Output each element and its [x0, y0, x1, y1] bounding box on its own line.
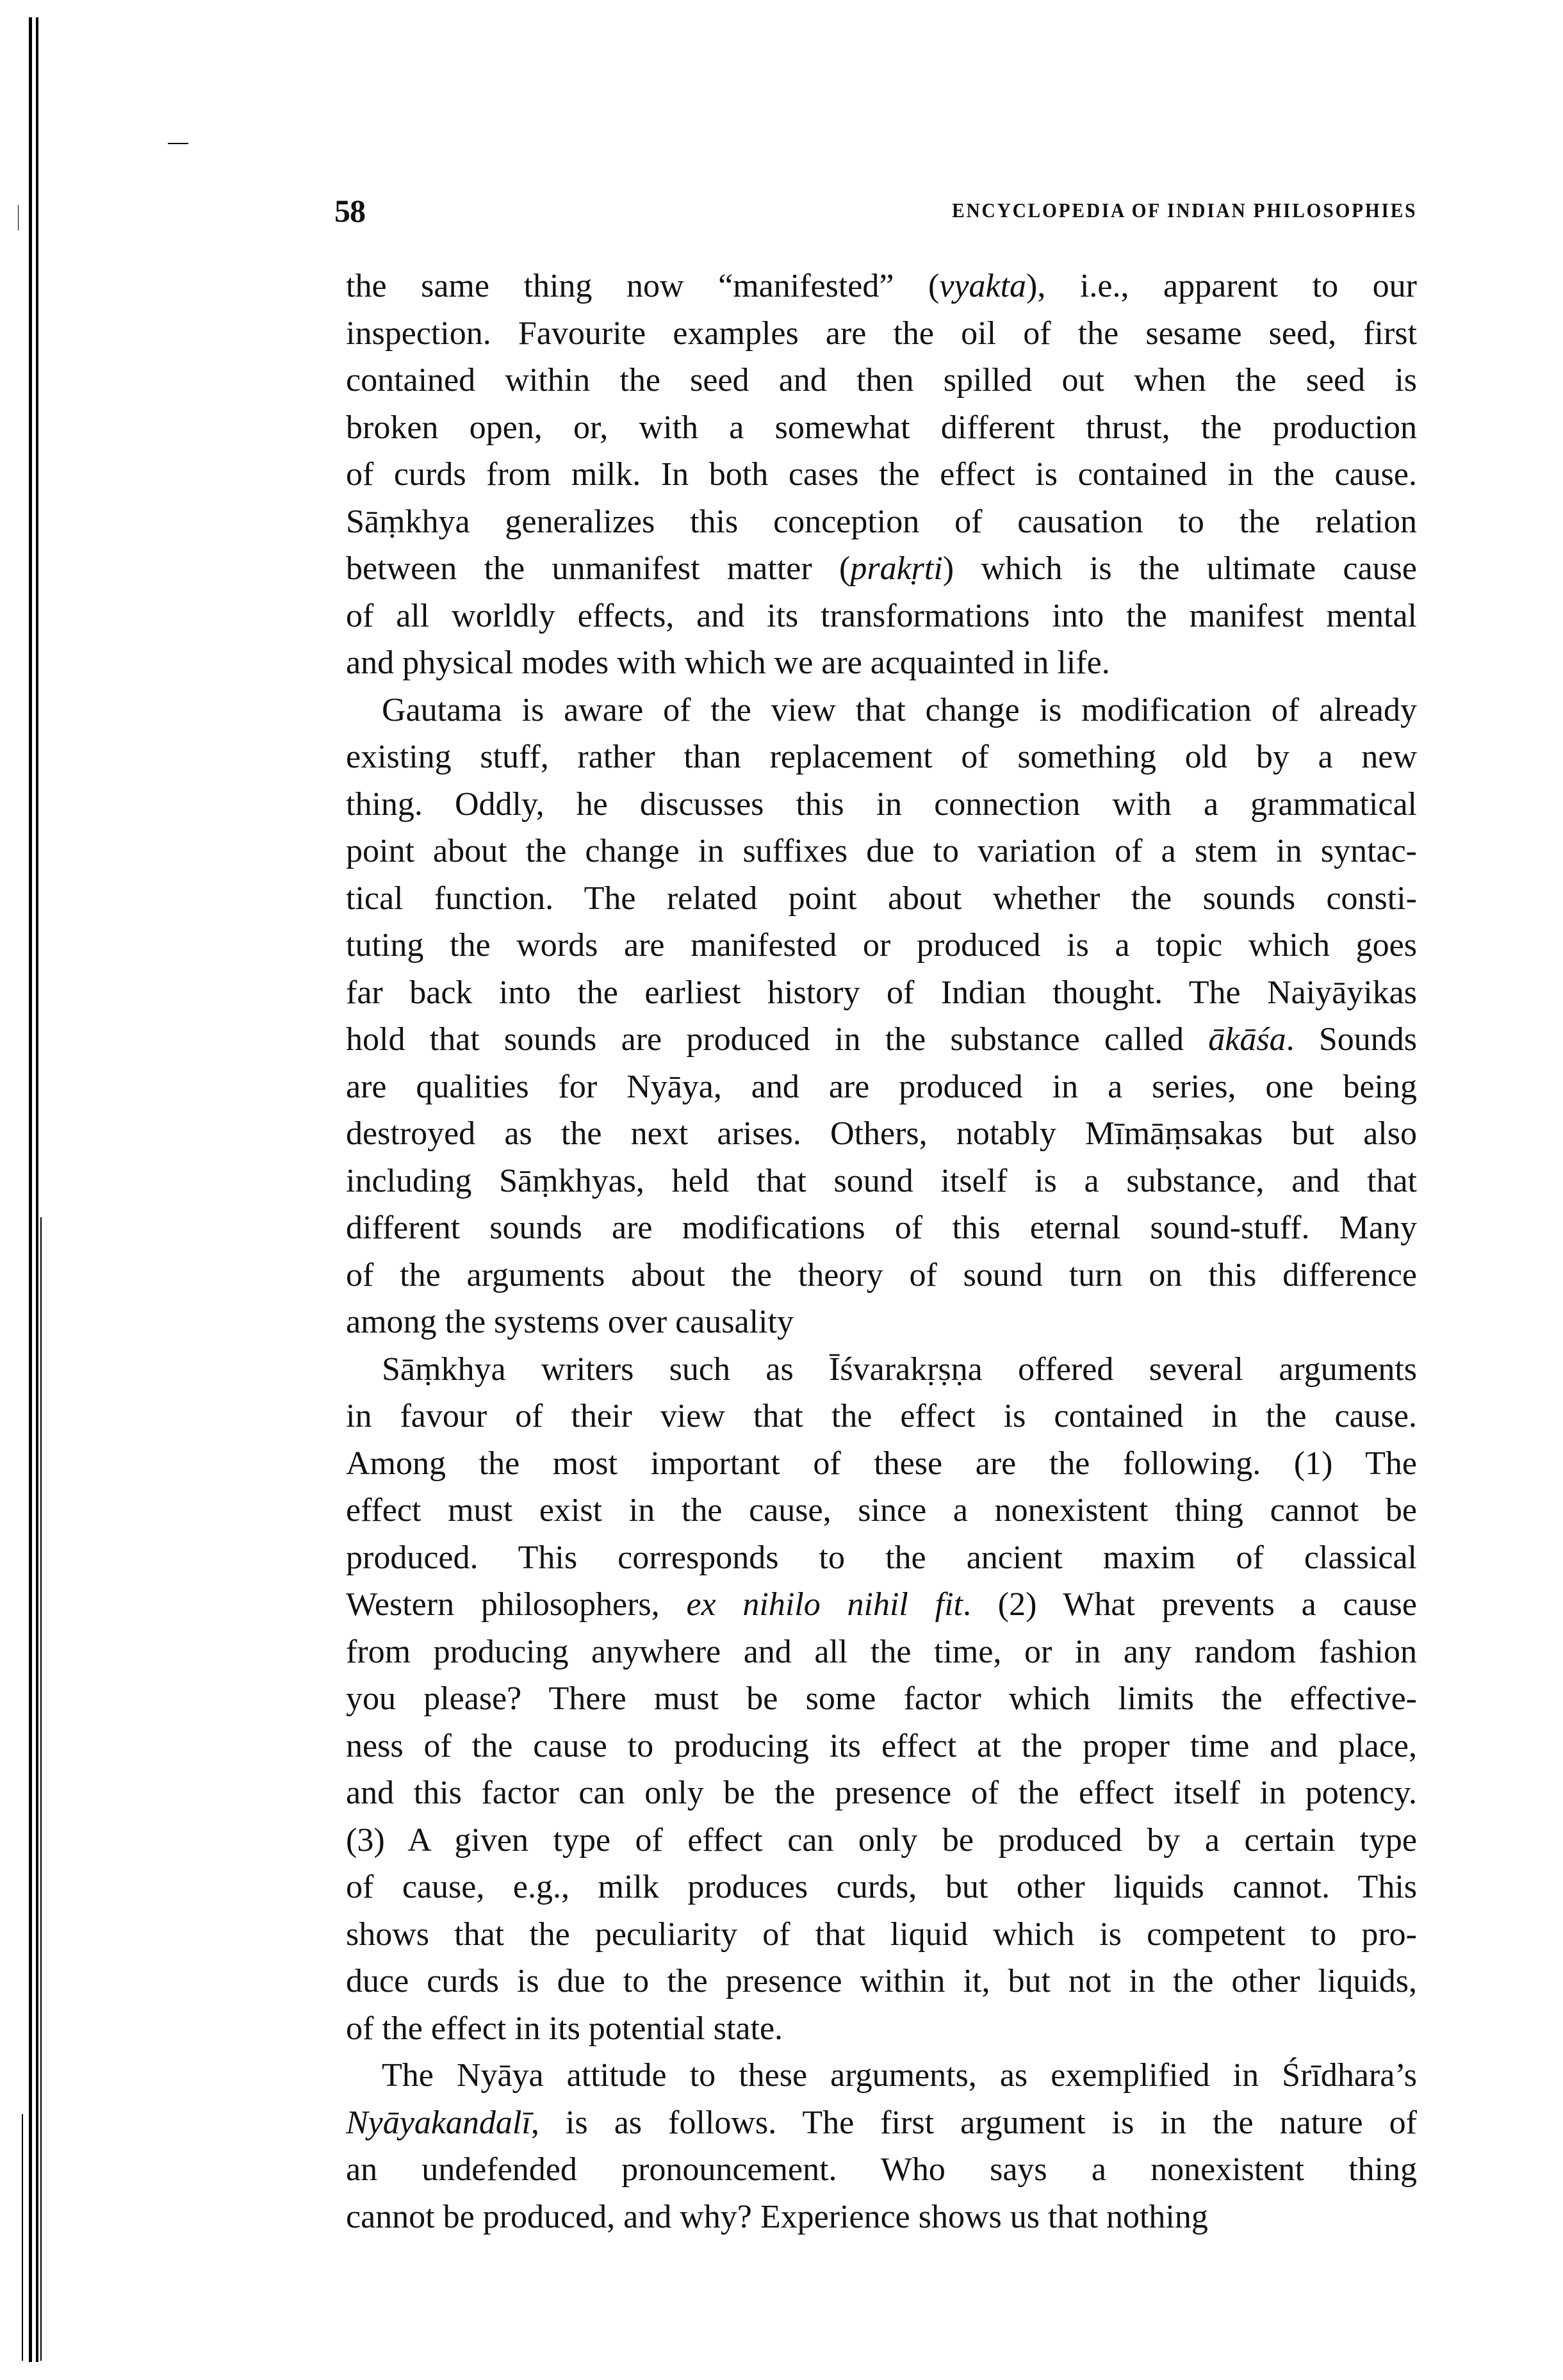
text-run: inspection. Favourite examples are the oil of the sesame seed, first [346, 315, 1417, 352]
text-line [346, 1299, 1417, 1346]
text-line [346, 1252, 1417, 1299]
text-run: produced. This corresponds to the ancient maxim of classical [346, 1539, 1417, 1576]
text-line [346, 828, 1417, 875]
scan-speck [168, 143, 188, 144]
text-line [346, 1346, 1417, 1393]
text-line [346, 969, 1417, 1017]
text-line [346, 1911, 1417, 1958]
running-head-title: ENCYCLOPEDIA OF INDIAN PHILOSOPHIES [951, 199, 1417, 222]
text-run: Among the most important of these are the following. (1) The [346, 1445, 1417, 1482]
binding-edge-line [40, 1217, 42, 2361]
text-line [346, 687, 1417, 734]
text-line [346, 1016, 1417, 1063]
text-run: are qualities for Nyāya, and are produced in a series, one being [346, 1068, 1417, 1105]
text-line [346, 1581, 1417, 1629]
text-run: tuting the words are manifested or produced is a topic which goes [346, 927, 1417, 964]
text-run: ness of the cause to producing its effect at the proper time and place, [346, 1727, 1417, 1764]
page-number: 58 [334, 193, 365, 229]
text-run: among the systems over causality [346, 1304, 794, 1340]
text-line [346, 263, 1417, 310]
text-line [346, 922, 1417, 969]
text-line [346, 781, 1417, 828]
text-line [346, 2194, 1417, 2241]
text-run: you please? There must be some factor which limits the effective- [346, 1680, 1417, 1717]
text-line [346, 734, 1417, 781]
text-line [346, 1958, 1417, 2005]
text-line [346, 1393, 1417, 1440]
text-line [346, 1440, 1417, 1488]
text-run: from producing anywhere and all the time, or in any random fashion [346, 1633, 1417, 1670]
italic-term: vyakta [939, 268, 1027, 304]
text-run: Sāṃkhya writers such as Īśvarakṛṣṇa offered several arguments [382, 1350, 1417, 1388]
text-run: . Sounds [1286, 1021, 1418, 1058]
text-run: Western philosophers, [346, 1586, 687, 1623]
body-text [346, 263, 1417, 2240]
text-line [346, 2052, 1417, 2099]
italic-term: prakṛti [850, 550, 943, 587]
text-run: broken open, or, with a somewhat different thrust, the production [346, 409, 1417, 446]
paragraph [346, 2052, 1417, 2240]
text-line [346, 1487, 1417, 1534]
text-line [346, 1110, 1417, 1158]
text-line [346, 1723, 1417, 1770]
text-line [346, 1158, 1417, 1205]
text-run: point about the change in suffixes due to variation of a stem in syntac- [346, 833, 1417, 869]
paragraph [346, 687, 1417, 1346]
text-run: The Nyāya attitude to these arguments, as exemplified in Śrīdhara’s [382, 2057, 1417, 2094]
text-run: . (2) What prevents a cause [963, 1586, 1418, 1623]
text-line [346, 2146, 1417, 2194]
paragraph [346, 1346, 1417, 2053]
text-run: of all worldly effects, and its transformations into the manifest mental [346, 597, 1417, 634]
text-run: far back into the earliest history of Indian thought. The Naiyāyikas [346, 974, 1417, 1011]
binding-edge-line [22, 2114, 23, 2361]
text-line [346, 1204, 1417, 1252]
text-run: the same thing now “manifested” ( [346, 268, 940, 304]
text-run: , is as follows. The first argument is in the nature of [530, 2104, 1417, 2141]
text-line [346, 639, 1417, 687]
text-line [346, 875, 1417, 923]
running-head [334, 192, 1417, 231]
italic-term: ākāśa [1208, 1021, 1286, 1058]
text-line [346, 498, 1417, 546]
text-line [346, 357, 1417, 404]
text-run: thing. Oddly, he discusses this in connection with a grammatical [346, 785, 1417, 823]
text-run: and physical modes with which we are acquainted in life. [346, 644, 1110, 681]
text-run: duce curds is due to the presence within it, but not in the other liquids, [346, 1963, 1417, 1999]
text-line [346, 545, 1417, 593]
text-line [346, 404, 1417, 452]
text-run: contained within the seed and then spilled out when the seed is [346, 362, 1417, 398]
text-line [346, 1864, 1417, 1911]
paragraph [346, 263, 1417, 687]
text-run: destroyed as the next arises. Others, notably Mīmāṃsakas but also [346, 1115, 1417, 1152]
text-run: an undefended pronouncement. Who says a nonexistent thing [346, 2151, 1417, 2188]
text-run: of the arguments about the theory of sound turn on this difference [346, 1256, 1417, 1293]
text-run: of curds from milk. In both cases the effect is contained in the cause. [346, 456, 1417, 493]
italic-term: Nyāyakandalī [346, 2104, 531, 2141]
binding-edge-line [36, 17, 38, 2362]
text-run: of the effect in its potential state. [346, 2010, 783, 2047]
text-run: cannot be produced, and why? Experience shows us that nothing [346, 2198, 1208, 2235]
text-line [346, 1675, 1417, 1723]
text-run: including Sāṃkhyas, held that sound itself is a substance, and that [346, 1162, 1417, 1199]
text-run: tical function. The related point about whether the sounds consti- [346, 880, 1417, 917]
text-run: ) which is the ultimate cause [942, 550, 1417, 587]
italic-term: ex nihilo nihil fit [686, 1586, 963, 1623]
text-run: Sāṃkhya generalizes this conception of causation to the relation [346, 503, 1417, 540]
text-run: of cause, e.g., milk produces curds, but other liquids cannot. This [346, 1869, 1417, 1905]
text-run: different sounds are modifications of this eternal sound-stuff. Many [346, 1210, 1417, 1246]
text-run: existing stuff, rather than replacement of something old by a new [346, 739, 1417, 775]
text-line [346, 1817, 1417, 1864]
text-line [346, 2005, 1417, 2053]
text-line [346, 1534, 1417, 1582]
text-line [346, 451, 1417, 498]
binding-edge-line [18, 205, 19, 231]
text-line [346, 1063, 1417, 1111]
text-line [346, 1629, 1417, 1676]
text-run: effect must exist in the cause, since a nonexistent thing cannot be [346, 1492, 1417, 1529]
text-run: between the unmanifest matter ( [346, 550, 851, 587]
binding-edge-line [29, 17, 32, 2362]
text-run: Gautama is aware of the view that change is modification of already [382, 691, 1417, 728]
text-run: (3) A given type of effect can only be produced by a certain type [346, 1821, 1417, 1859]
text-line [346, 593, 1417, 640]
text-line [346, 2099, 1417, 2147]
text-run: hold that sounds are produced in the substance called [346, 1021, 1209, 1058]
text-run: in favour of their view that the effect is contained in the cause. [346, 1398, 1417, 1434]
text-run: and this factor can only be the presence of the effect itself in potency. [346, 1775, 1417, 1811]
text-run: shows that the peculiarity of that liquid which is competent to pro- [346, 1916, 1417, 1953]
text-line [346, 310, 1417, 357]
text-line [346, 1769, 1417, 1817]
text-run: ), i.e., apparent to our [1026, 268, 1417, 304]
